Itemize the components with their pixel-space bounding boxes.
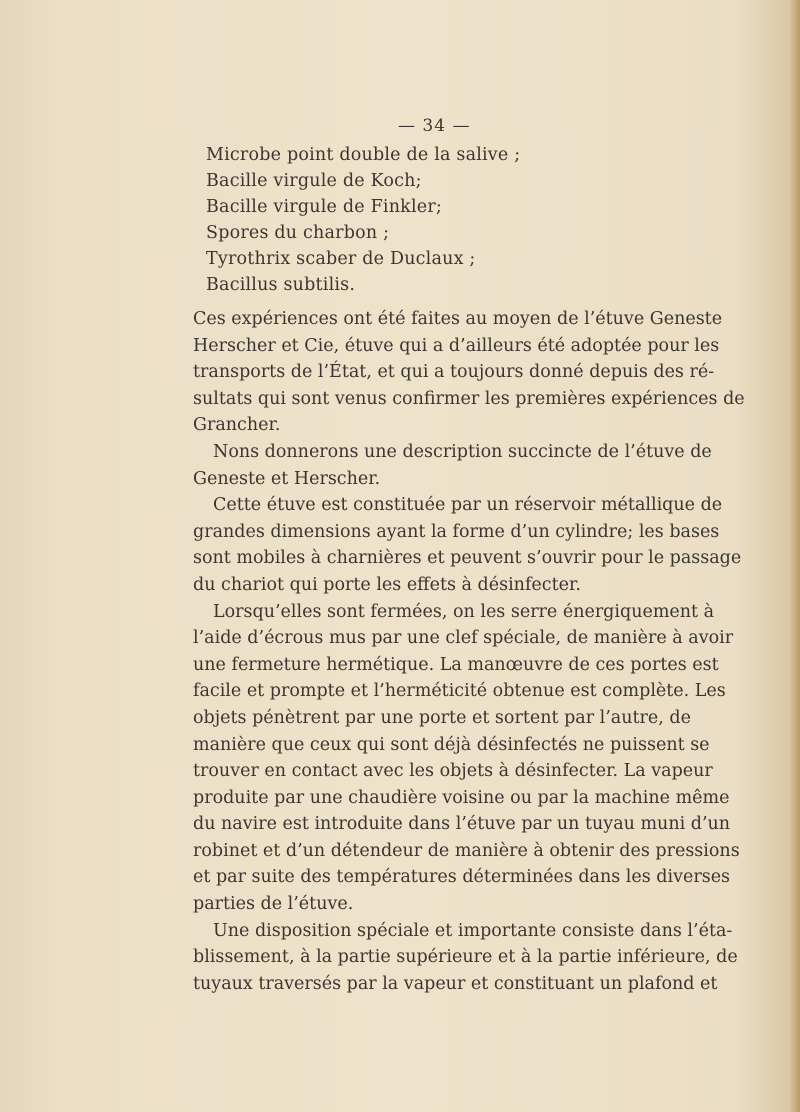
text-line: robinet et d’un détendeur de manière à obtenir des pressions: [193, 840, 740, 861]
text-line: tuyaux traversés par la vapeur et constituant un plafond et: [193, 973, 718, 994]
page-number: — 34 —: [398, 116, 471, 136]
body-text: [193, 306, 745, 997]
text-line: et par suite des températures déterminées dans les diverses: [193, 867, 731, 888]
text-line: facile et prompte et l’herméticité obtenue est complète. Les: [193, 681, 726, 702]
text-line: produite par une chaudière voisine ou par la machine même: [193, 787, 730, 808]
list-item: Tyrothrix scaber de Duclaux ;: [206, 249, 476, 269]
text-line: Une disposition spéciale et importante consiste dans l’éta-: [213, 920, 733, 941]
organism-list: [206, 142, 520, 298]
text-line: une fermeture hermétique. La manœuvre de ces portes est: [193, 654, 719, 675]
text-line: manière que ceux qui sont déjà désinfectés ne puissent se: [193, 734, 710, 755]
paragraph: [193, 918, 738, 998]
page-edge: [790, 0, 800, 1112]
text-line: sont mobiles à charnières et peuvent s’ouvrir pour le passage: [193, 548, 742, 569]
text-line: blissement, à la partie supérieure et à la partie inférieure, de: [193, 947, 738, 968]
text-line: Herscher et Cie, étuve qui a d’ailleurs été adoptée pour les: [193, 335, 720, 356]
paragraph: [193, 599, 740, 918]
text-line: transports de l’État, et qui a toujours donné depuis des ré-: [193, 362, 715, 383]
text-line: du chariot qui porte les effets à désinfecter.: [193, 574, 581, 595]
text-line: sultats qui sont venus confirmer les premières expériences de: [193, 388, 745, 409]
text-line: Lorsqu’elles sont fermées, on les serre énergiquement à: [213, 601, 715, 622]
text-line: grandes dimensions ayant la forme d’un cylindre; les bases: [193, 521, 720, 542]
text-line: parties de l’étuve.: [193, 894, 354, 915]
text-line: objets pénètrent par une porte et sortent par l’autre, de: [193, 707, 691, 728]
list-item: Bacille virgule de Finkler;: [206, 197, 442, 217]
paragraph: [193, 492, 742, 598]
text-line: Grancher.: [193, 415, 281, 436]
text-line: Cette étuve est constituée par un réservoir métallique de: [213, 495, 723, 516]
text-line: Geneste et Herscher.: [193, 468, 381, 489]
paragraph: [193, 306, 745, 439]
text-line: Nons donnerons une description succincte de l’étuve de: [213, 441, 712, 462]
list-item: Microbe point double de la salive ;: [206, 145, 521, 165]
list-item: Spores du charbon ;: [206, 223, 390, 243]
text-line: du navire est introduite dans l’étuve par un tuyau muni d’un: [193, 814, 731, 835]
list-item: Bacille virgule de Koch;: [206, 171, 422, 191]
list-item: Bacillus subtilis.: [206, 275, 356, 295]
text-line: trouver en contact avec les objets à désinfecter. La vapeur: [193, 761, 713, 782]
text-line: Ces expériences ont été faites au moyen de l’étuve Geneste: [193, 309, 723, 329]
text-line: l’aide d’écrous mus par une clef spéciale, de manière à avoir: [193, 628, 734, 649]
paragraph: [193, 439, 712, 492]
